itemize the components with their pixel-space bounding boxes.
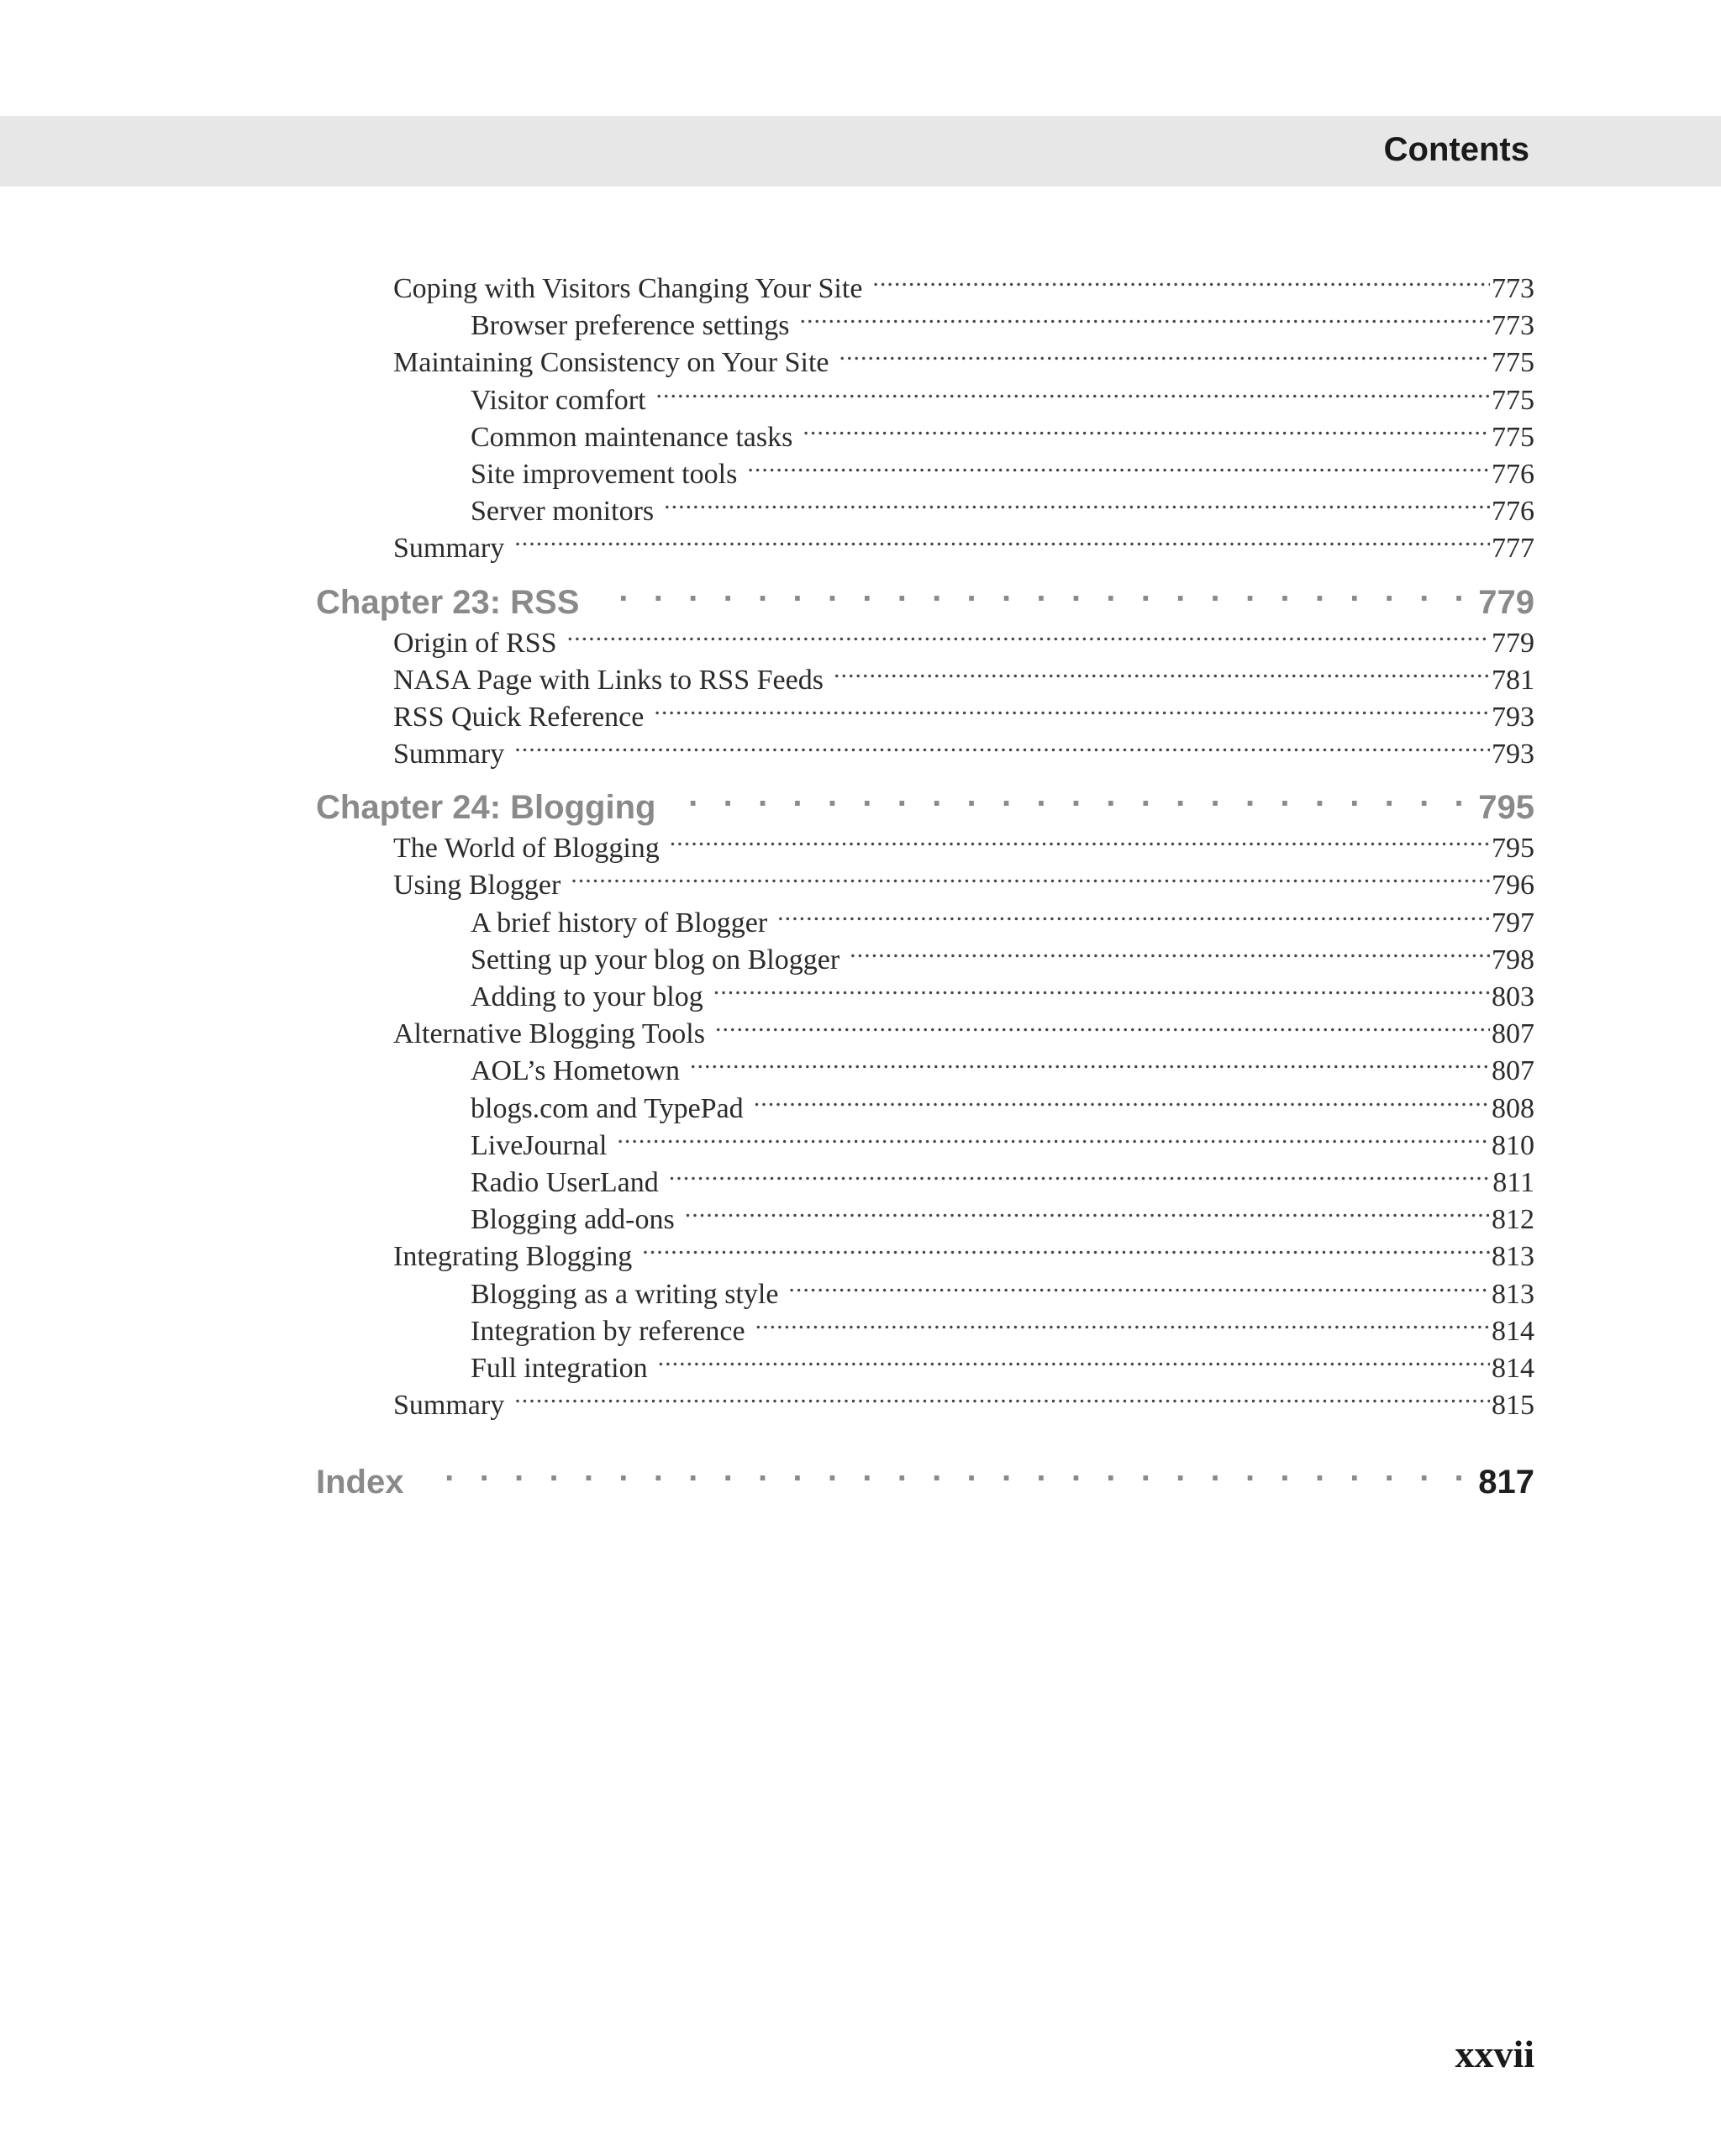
entry-page-number: 775: [1492, 384, 1534, 416]
dot-leader: [654, 689, 1490, 726]
dot-leader: [658, 1340, 1490, 1377]
entry-page-number: 793: [1492, 739, 1534, 770]
entry-page-number: 812: [1492, 1204, 1534, 1236]
entry-page-number: 777: [1492, 533, 1534, 565]
entry-page-number: 797: [1492, 907, 1534, 939]
entry-page-number: 775: [1492, 421, 1534, 453]
entry-title: blogs.com and TypePad: [471, 1092, 744, 1124]
entry-title: Blogging add-ons: [471, 1204, 675, 1236]
entry-title: Setting up your blog on Blogger: [471, 944, 840, 975]
dot-leader: [872, 260, 1490, 297]
entry-title: Coping with Visitors Changing Your Site: [393, 273, 863, 304]
dot-leader: [800, 297, 1490, 334]
toc-group-chapter-23: [316, 615, 1534, 770]
entry-title: Alternative Blogging Tools: [393, 1018, 705, 1050]
entry-title: RSS Quick Reference: [393, 701, 645, 733]
dot-leader: [839, 334, 1490, 371]
toc-chapter-24[interactable]: [316, 771, 1534, 827]
entry-title: Full integration: [471, 1352, 648, 1384]
entry-title: LiveJournal: [471, 1129, 608, 1161]
entry-page-number: 811: [1492, 1166, 1534, 1198]
dot-leader: [788, 1266, 1490, 1303]
dot-leader: [617, 1117, 1490, 1154]
entry-page-number: 773: [1492, 273, 1534, 304]
dot-leader: [594, 566, 1471, 613]
entry-title: AOL’s Hometown: [471, 1055, 681, 1087]
entry-page-number: 810: [1492, 1129, 1534, 1161]
entry-page-number: 793: [1492, 701, 1534, 733]
entry-page-number: 814: [1492, 1315, 1534, 1347]
entry-page-number: 776: [1492, 496, 1534, 528]
entry-title: The World of Blogging: [393, 833, 660, 865]
dot-leader: [514, 726, 1490, 763]
entry-title: Browser preference settings: [471, 310, 790, 342]
dot-leader: [656, 372, 1490, 409]
entry-page-number: 773: [1492, 310, 1534, 342]
entry-page-number: 807: [1492, 1018, 1534, 1050]
entry-page-number: 803: [1492, 981, 1534, 1012]
entry-page-number: 807: [1492, 1055, 1534, 1087]
entry-page-number: 781: [1492, 664, 1534, 696]
entry-page-number: 795: [1492, 833, 1534, 865]
entry-page-number: 808: [1492, 1092, 1534, 1124]
entry-page-number: 814: [1492, 1352, 1534, 1384]
entry-title: A brief history of Blogger: [471, 907, 768, 939]
toc-index[interactable]: [316, 1446, 1534, 1501]
entry-page-number: 775: [1492, 347, 1534, 379]
toc-group-chapter-24: [316, 820, 1534, 1422]
dot-leader: [670, 820, 1490, 857]
chapter-page-number: 795: [1478, 789, 1534, 827]
toc-group-continued: [316, 260, 1534, 565]
index-page-number: 817: [1478, 1464, 1534, 1501]
entry-title: Server monitors: [471, 496, 655, 528]
entry-title: Site improvement tools: [471, 458, 738, 490]
dot-leader: [418, 1446, 1471, 1493]
chapter-title: Chapter 24: Blogging: [316, 789, 656, 827]
entry-title: Maintaining Consistency on Your Site: [393, 347, 829, 379]
dot-leader: [777, 895, 1490, 932]
entry-page-number: 796: [1492, 870, 1534, 902]
entry-page-number: 813: [1492, 1278, 1534, 1310]
toc-section-entry[interactable]: [316, 260, 1534, 304]
chapter-page-number: 779: [1478, 583, 1534, 621]
dot-leader: [514, 520, 1490, 557]
dot-leader: [834, 652, 1490, 689]
entry-page-number: 776: [1492, 458, 1534, 490]
entry-title: Common maintenance tasks: [471, 421, 793, 453]
dot-leader: [514, 1377, 1490, 1414]
dot-leader: [571, 857, 1490, 894]
dot-leader: [671, 771, 1471, 818]
entry-title: Blogging as a writing style: [471, 1278, 779, 1310]
entry-title: Integration by reference: [471, 1315, 745, 1347]
entry-title: Radio UserLand: [471, 1166, 659, 1198]
dot-leader: [685, 1191, 1490, 1228]
entry-title: Adding to your blog: [471, 981, 703, 1012]
entry-title: Origin of RSS: [393, 627, 557, 659]
entry-title: Summary: [393, 533, 505, 565]
dot-leader: [850, 932, 1490, 969]
entry-page-number: 798: [1492, 944, 1534, 975]
dot-leader: [669, 1154, 1491, 1191]
entry-title: Summary: [393, 739, 505, 770]
dot-leader: [754, 1081, 1490, 1117]
entry-page-number: 813: [1492, 1241, 1534, 1273]
toc-chapter-23[interactable]: [316, 566, 1534, 621]
dot-leader: [664, 483, 1490, 520]
running-header-title: Contents: [1383, 131, 1529, 168]
dot-leader: [713, 969, 1490, 1006]
entry-page-number: 815: [1492, 1390, 1534, 1422]
entry-page-number: 779: [1492, 627, 1534, 659]
dot-leader: [642, 1228, 1490, 1265]
dot-leader: [747, 446, 1490, 483]
entry-title: Integrating Blogging: [393, 1241, 633, 1273]
entry-title: Using Blogger: [393, 870, 561, 902]
page-folio: xxvii: [1455, 2032, 1534, 2075]
dot-leader: [803, 409, 1490, 446]
entry-title: Visitor comfort: [471, 384, 646, 416]
dot-leader: [567, 615, 1490, 652]
entry-title: NASA Page with Links to RSS Feeds: [393, 664, 824, 696]
chapter-title: Chapter 23: RSS: [316, 583, 580, 621]
dot-leader: [690, 1043, 1490, 1080]
table-of-contents: [316, 260, 1534, 1501]
entry-title: Summary: [393, 1390, 505, 1422]
index-title: Index: [316, 1464, 404, 1501]
dot-leader: [755, 1303, 1490, 1340]
dot-leader: [715, 1006, 1490, 1043]
